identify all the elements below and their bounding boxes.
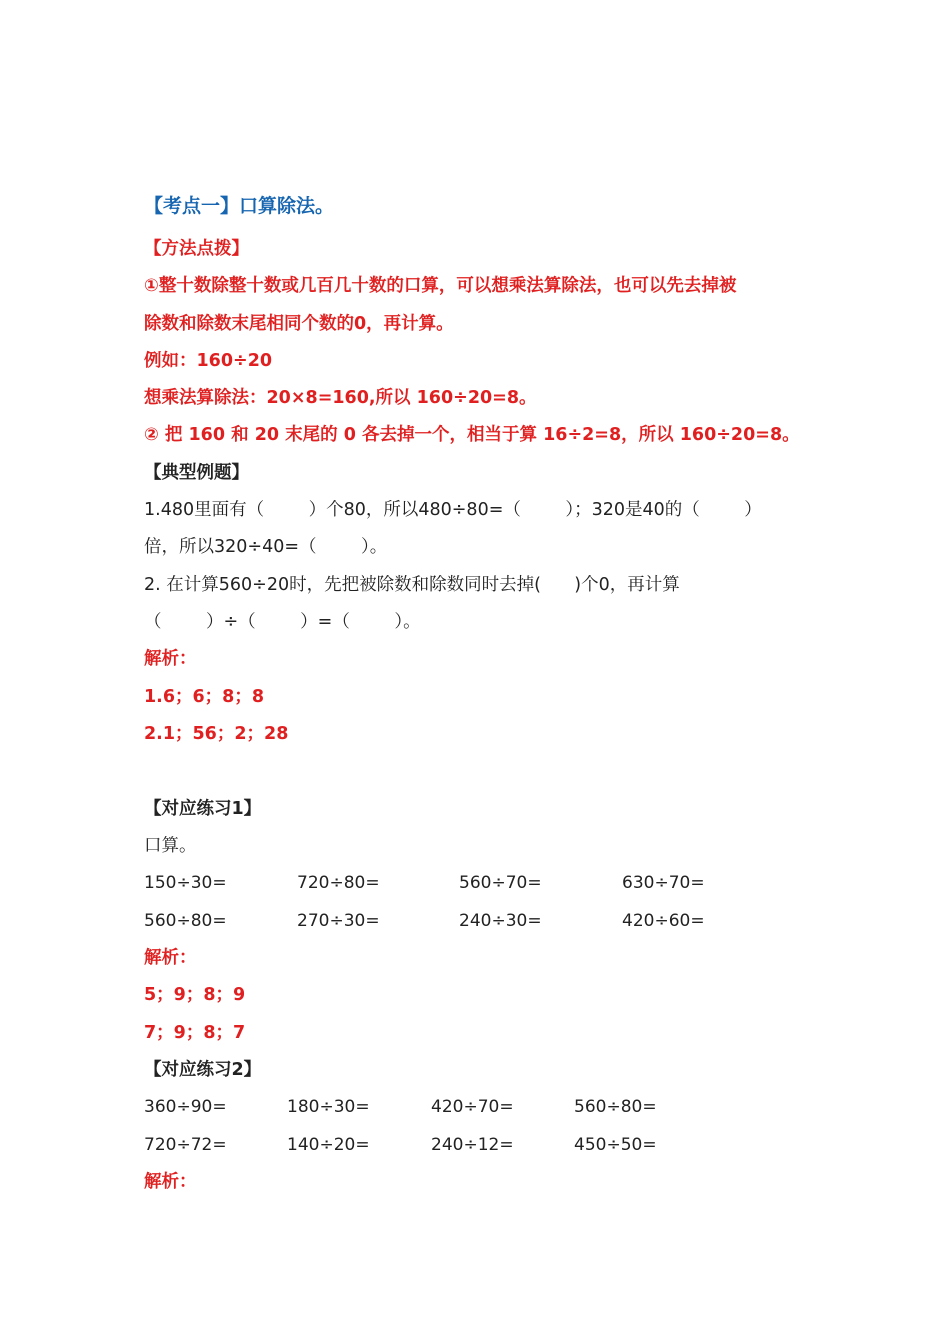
example-q2-line-2: （ ）÷（ ）=（ ）。	[144, 612, 421, 632]
practice2-problem: 720÷72=	[144, 1135, 227, 1155]
practice1-problem: 240÷30=	[459, 911, 542, 931]
method-remove: ② 把 160 和 20 末尾的 0 各去掉一个，相当于算 16÷2=8，所以 160÷20=8。	[144, 425, 800, 445]
practice1-problem: 420÷60=	[622, 911, 705, 931]
practice1-heading: 【对应练习1】	[144, 799, 262, 819]
practice1-answer-2: 7；9；8；7	[144, 1023, 246, 1043]
practice1-answer-1: 5；9；8；9	[144, 985, 246, 1005]
examples-answer-1: 1.6；6；8；8	[144, 687, 265, 707]
practice2-analysis-label: 解析：	[144, 1172, 197, 1192]
practice2-problem: 360÷90=	[144, 1097, 227, 1117]
practice1-problem: 560÷80=	[144, 911, 227, 931]
practice2-problem: 450÷50=	[574, 1135, 657, 1155]
practice2-problem: 420÷70=	[431, 1097, 514, 1117]
examples-answer-2: 2.1；56；2；28	[144, 724, 289, 744]
example-q1-line-2: 倍，所以320÷40=（ ）。	[144, 537, 388, 557]
method-think: 想乘法算除法：20×8=160,所以 160÷20=8。	[144, 388, 537, 408]
examples-heading: 【典型例题】	[144, 463, 249, 483]
method-line-2: 除数和除数末尾相同个数的0，再计算。	[144, 314, 454, 334]
example-q1-line-1: 1.480里面有（ ）个80，所以480÷80=（ ）；320是40的（ ）	[144, 500, 762, 520]
practice1-instruction: 口算。	[144, 836, 197, 856]
practice2-problem: 140÷20=	[287, 1135, 370, 1155]
practice1-problem: 270÷30=	[297, 911, 380, 931]
practice1-problem: 720÷80=	[297, 873, 380, 893]
practice2-problem: 240÷12=	[431, 1135, 514, 1155]
method-line-1: ①整十数除整十数或几百几十数的口算，可以想乘法算除法，也可以先去掉被	[144, 276, 737, 296]
practice1-problem: 150÷30=	[144, 873, 227, 893]
practice2-problem: 560÷80=	[574, 1097, 657, 1117]
practice2-problem: 180÷30=	[287, 1097, 370, 1117]
examples-analysis-label: 解析：	[144, 649, 197, 669]
method-heading: 【方法点拨】	[144, 239, 249, 259]
practice2-heading: 【对应练习2】	[144, 1060, 262, 1080]
practice1-analysis-label: 解析：	[144, 948, 197, 968]
section-title: 【考点一】口算除法。	[144, 195, 335, 217]
example-q2-line-1: 2. 在计算560÷20时，先把被除数和除数同时去掉( )个0，再计算	[144, 575, 680, 595]
practice1-problem: 630÷70=	[622, 873, 705, 893]
practice1-problem: 560÷70=	[459, 873, 542, 893]
method-example: 例如：160÷20	[144, 351, 273, 371]
